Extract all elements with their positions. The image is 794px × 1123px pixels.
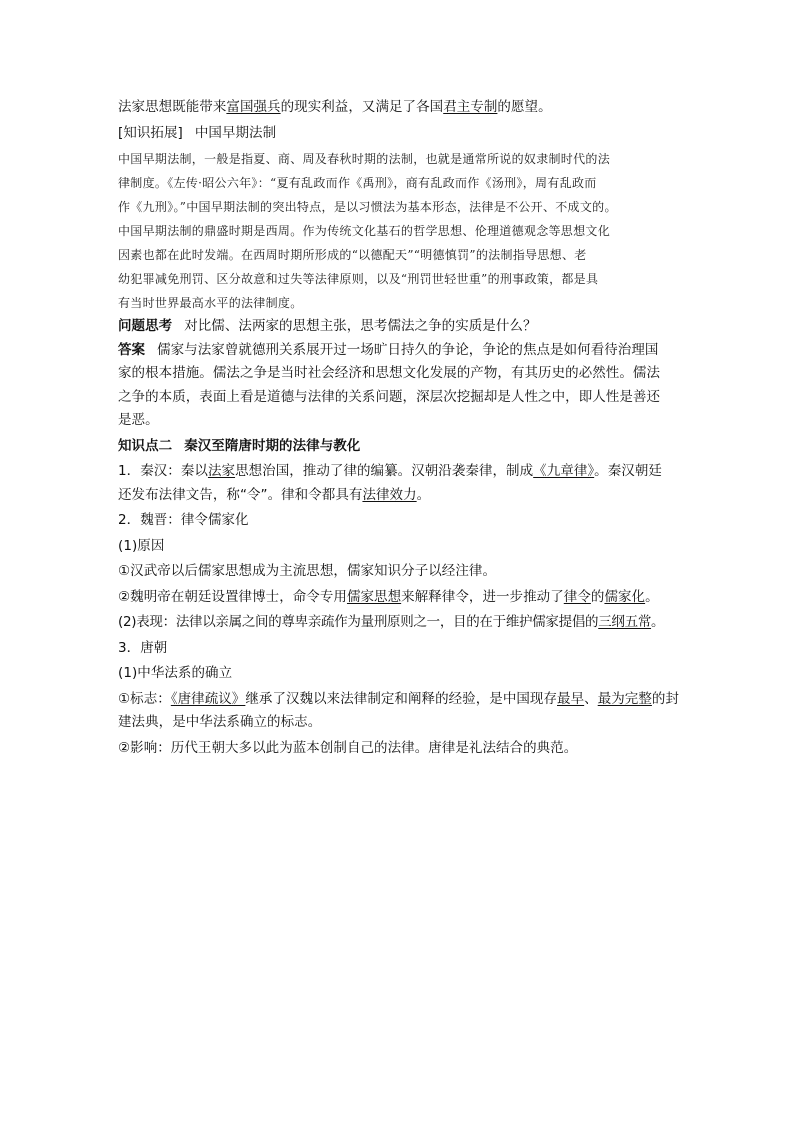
- underlined-term: 三纲五常: [598, 614, 652, 630]
- item3-sub: (1)中华法系的确立: [118, 665, 233, 681]
- kt-line: 中国早期法制的鼎盛时期是西周。作为传统文化基石的哲学思想、伦理道德观念等思想文化: [118, 224, 611, 238]
- text: 的: [590, 588, 605, 605]
- question-line: [118, 315, 683, 339]
- item1-line: [118, 460, 683, 484]
- text: 1．秦汉：秦以: [118, 463, 208, 479]
- text: 。: [651, 614, 665, 630]
- knowledge-ext-heading: [118, 122, 683, 146]
- section-title: 中国早期法制: [194, 124, 277, 141]
- text: 的现实利益，又满足了各国: [280, 99, 444, 115]
- text: 。: [645, 588, 659, 605]
- underlined-term: 法律效力: [362, 486, 417, 503]
- section-label: [知识拓展]: [118, 124, 183, 141]
- text: 的愿望。: [497, 99, 552, 115]
- kt-line: 有当时世界最高水平的法律制度。: [118, 296, 303, 310]
- underlined-term: 最为完整: [597, 690, 652, 707]
- item2-reason: (1)原因: [118, 537, 165, 554]
- text: 。秦汉朝廷: [594, 463, 662, 479]
- answer-line: 家的根本措施。儒法之争是当时社会经济和思想文化发展的产物，有其历史的必然性。儒法: [118, 365, 660, 381]
- text: 、: [584, 690, 598, 707]
- item3-m2: ②影响：历代王朝大多以此为蓝本创制自己的法律。唐律是礼法结合的典范。: [118, 739, 578, 756]
- answer-line: 之争的本质，表面上看是道德与法律的关系问题，深层次挖掘却是人性之中，即人性是善还: [118, 388, 660, 405]
- item2-r2: [118, 586, 683, 610]
- text: (2)表现：法律以亲属之间的尊卑亲疏作为量刑原则之一，目的在于维护儒家提倡的: [118, 614, 599, 630]
- underlined-term: 《唐律疏议》: [170, 690, 246, 707]
- answer-label: 答案: [118, 341, 146, 358]
- text: 的封建法典，是中华法系确立的标志。: [118, 690, 680, 730]
- item2-show: [118, 611, 683, 635]
- answer-line: [118, 339, 683, 363]
- text: 法家思想既能带来: [118, 99, 227, 115]
- kt-line: 中国早期法制，一般是指夏、商、周及春秋时期的法制，也就是通常所说的奴隶制时代的法: [118, 152, 611, 166]
- item3-m1: [118, 688, 683, 735]
- kt-line: 幼犯罪减免刑罚、区分故意和过失等法律原则，以及“刑罚世轻世重”的刑事政策，都是具: [118, 272, 599, 286]
- kt-line: 律制度。《左传·昭公六年》：“夏有乱政而作《禹刑》，商有乱政而作《汤刑》，周有乱政而: [118, 176, 597, 190]
- underlined-term: 儒家思想: [346, 588, 402, 605]
- question-text: 对比儒、法两家的思想主张，思考儒法之争的实质是什么？: [184, 318, 537, 334]
- text: ②魏明帝在朝廷设置律博士，命令专用: [118, 588, 347, 605]
- answer-block: [118, 339, 683, 433]
- underlined-term: 最早: [557, 690, 585, 707]
- text: 思想治国，推动了律的编纂。汉朝沿袭秦律，制成: [235, 463, 534, 479]
- section-title: 秦汉至隋唐时期的法律与教化: [184, 437, 361, 454]
- underlined-term: 法家: [207, 463, 236, 479]
- item2-r1: ①汉武帝以后儒家思想成为主流思想，儒家知识分子以经注律。: [118, 563, 497, 579]
- underlined-term: 君主专制: [443, 99, 498, 115]
- kt-line: 作《九刑》。”中国早期法制的突出特点，是以习惯法为基本形态，法律是不公开、不成文的。: [118, 200, 617, 214]
- item2-title: 2．魏晋：律令儒家化: [118, 512, 249, 528]
- question-label: 问题思考: [118, 318, 173, 334]
- section-label: 知识点二: [118, 437, 173, 454]
- section2-heading: [118, 435, 683, 459]
- underlined-term: 《九章律》: [533, 463, 595, 479]
- underlined-term: 儒家化: [604, 588, 646, 605]
- item1-line: [118, 484, 683, 508]
- text: 来解释律令，进一步推动了: [401, 588, 564, 605]
- underlined-term: 富国强兵: [226, 99, 281, 115]
- text: 。: [416, 486, 431, 503]
- item3-title: 3．唐朝: [118, 639, 168, 656]
- text: ①标志：: [118, 690, 171, 707]
- answer-text: 儒家与法家曾就德刑关系展开过一场旷日持久的争论，争论的焦点是如何看待治理国: [157, 341, 659, 358]
- answer-line: 是恶。: [118, 412, 159, 428]
- document-page: [118, 96, 683, 760]
- knowledge-ext-body: [118, 147, 683, 315]
- text: 继承了汉魏以来法律制定和阐释的经验，是中国现存: [245, 690, 558, 707]
- intro-line: [118, 96, 683, 120]
- underlined-term: 律令: [563, 588, 591, 605]
- kt-line: 因素也都在此时发端。在西周时期所形成的“以德配天”“明德慎罚”的法制指导思想、老: [118, 248, 587, 262]
- text: 还发布法律文告，称“令”。律和令都具有: [118, 486, 363, 503]
